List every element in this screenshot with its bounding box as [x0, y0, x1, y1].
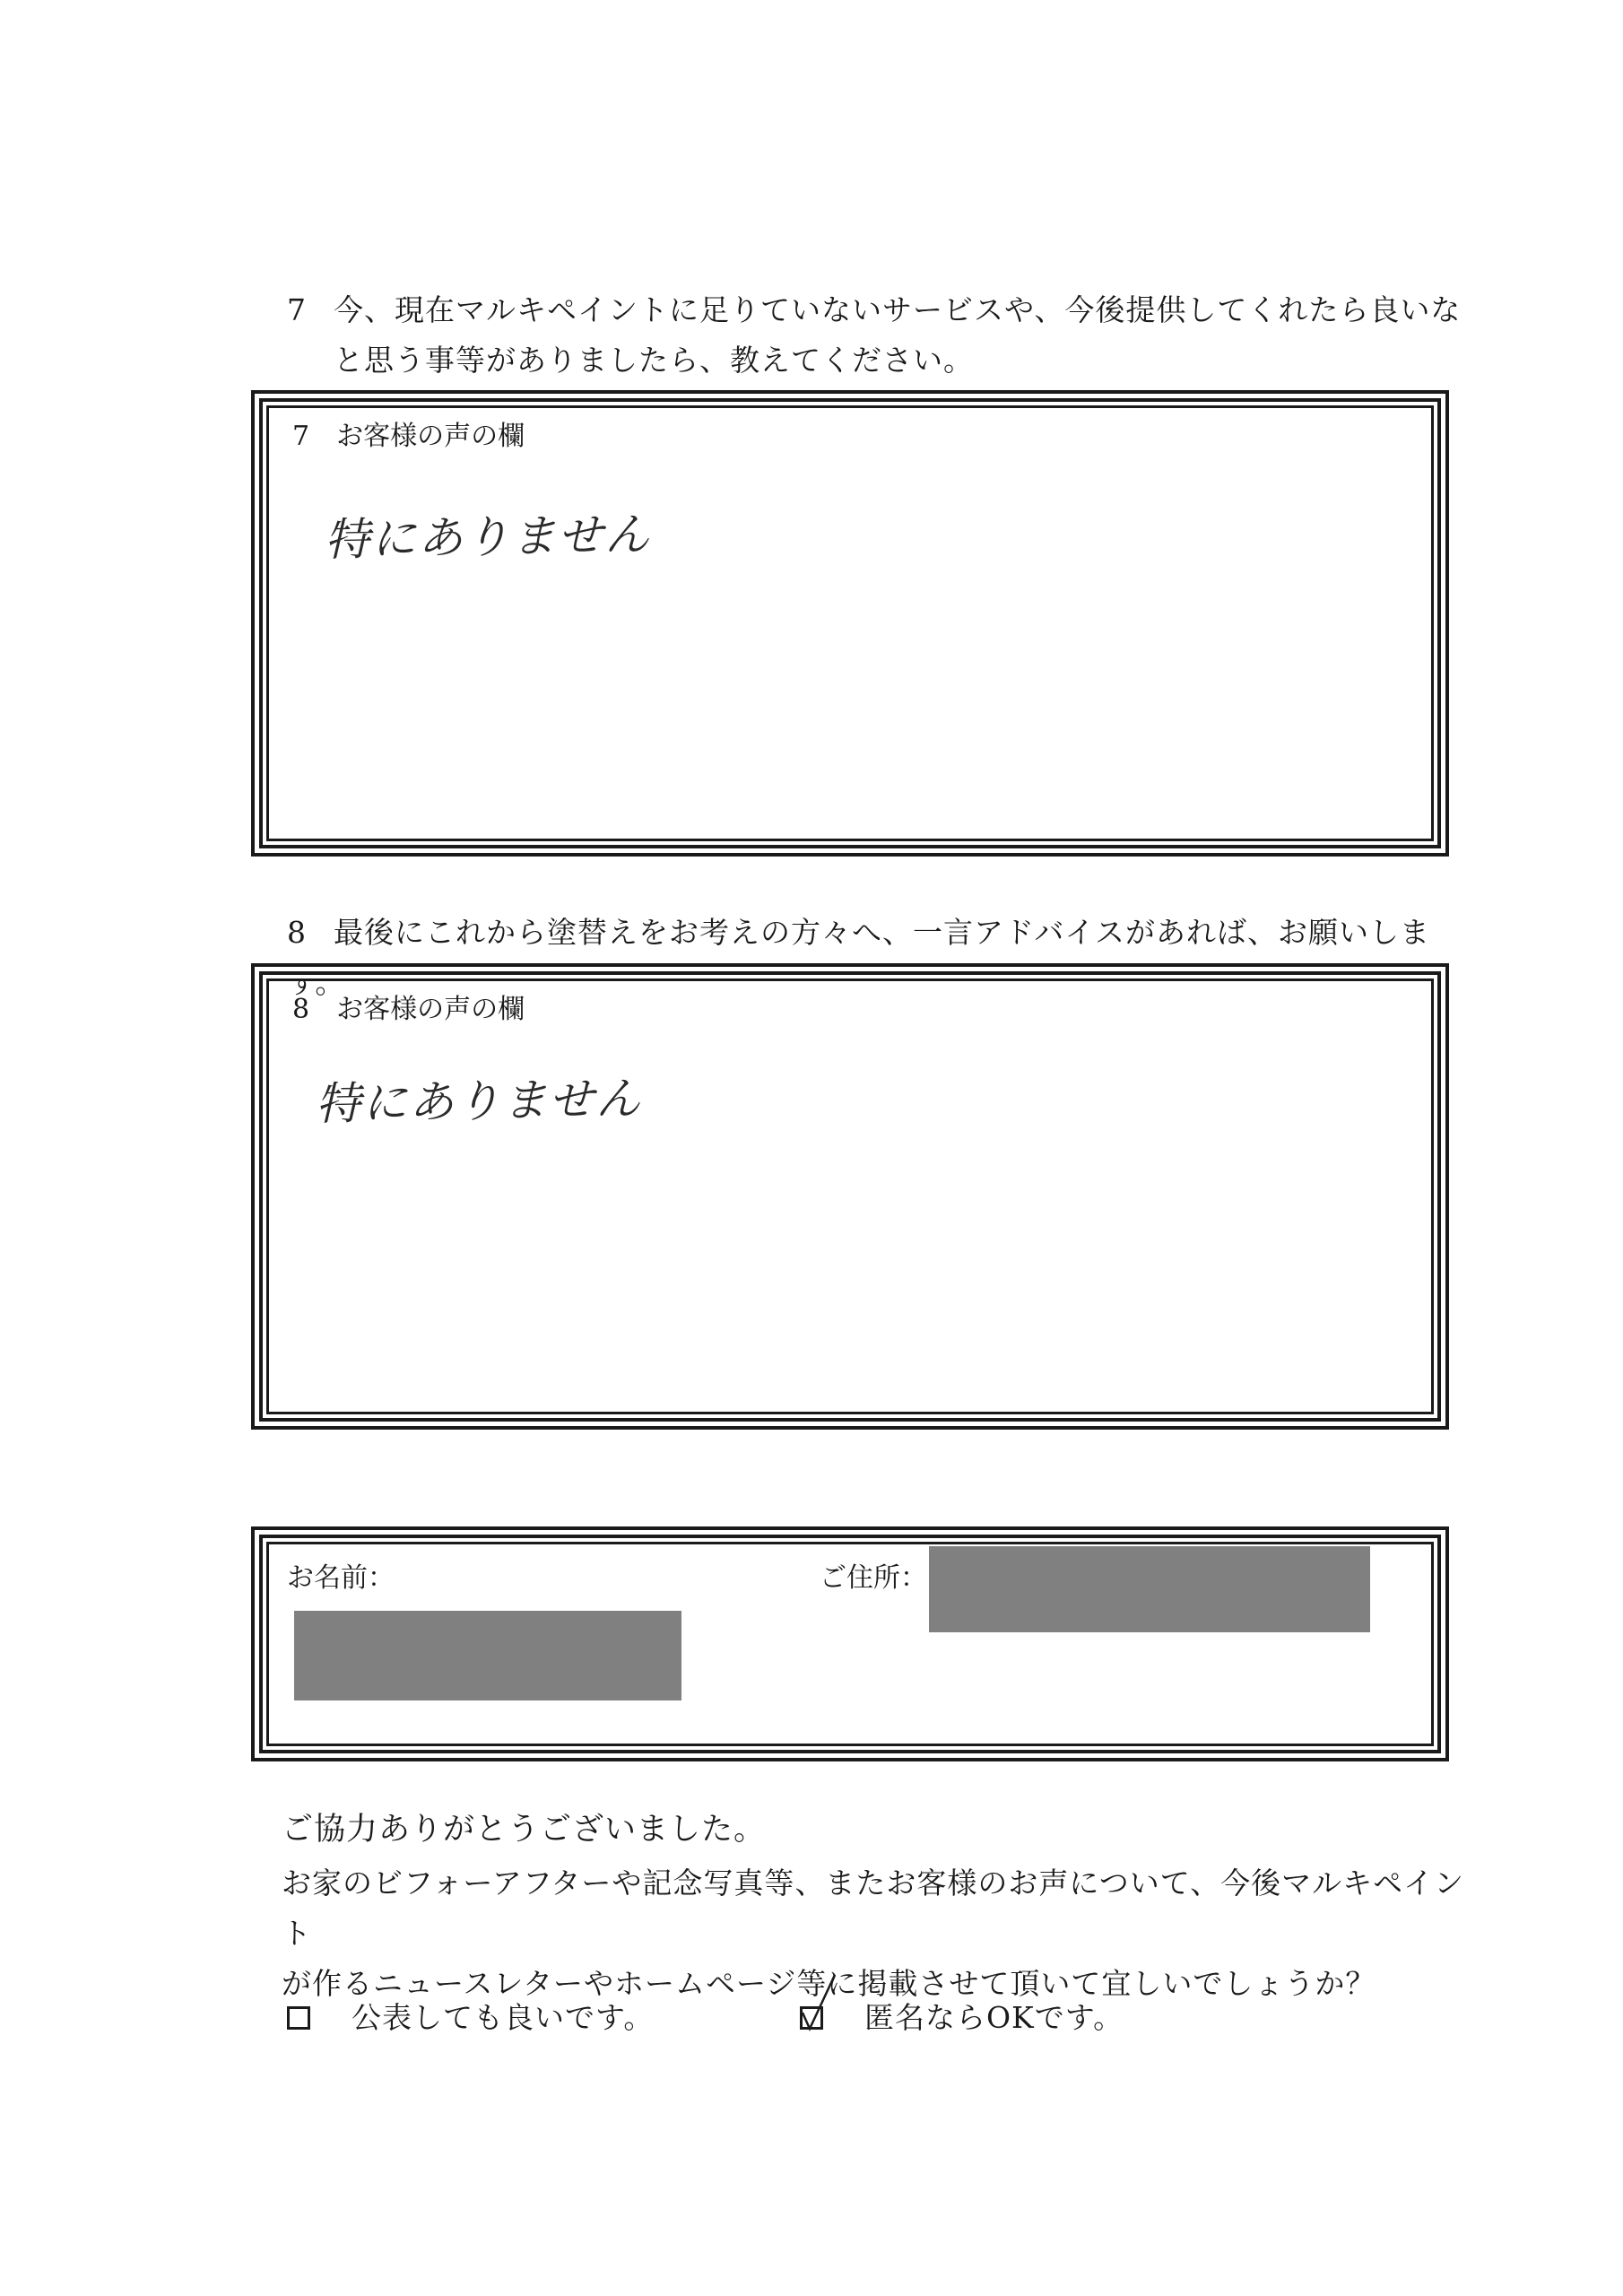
- answer-7-handwriting: 特にありません: [324, 508, 652, 567]
- question-7-line2: と思う事等がありましたら、教えてください。: [334, 343, 974, 378]
- question-7: [287, 285, 1471, 386]
- answer-8-handwriting: 特にありません: [315, 1072, 643, 1131]
- question-7-number: 7: [287, 292, 307, 327]
- answer-box-7: [251, 390, 1449, 857]
- answer-box-7-label: 7 お客様の声の欄: [292, 421, 525, 452]
- thanks-text: ご協力ありがとうございました。: [282, 1812, 767, 1848]
- answer-box-8: [251, 963, 1449, 1430]
- question-7-line1: 7 今、現在マルキペイントに足りていないサービスや、今後提供してくれたら良いな: [287, 285, 1471, 335]
- address-label: ご住所：: [820, 1562, 927, 1594]
- checkmark-icon: [797, 1973, 851, 2036]
- option-anonymous-checkbox[interactable]: [800, 2006, 823, 2030]
- option-anonymous-label: 匿名ならOKです。: [864, 2000, 1124, 2035]
- question-8-text: 最後にこれから塗替えをお考えの方々へ、一言アドバイスがあれば、お願いします。: [287, 915, 1431, 1000]
- name-redaction: [294, 1611, 681, 1700]
- question-8-number: 8: [287, 915, 307, 950]
- name-label: お名前：: [287, 1562, 395, 1594]
- answer-box-8-label: 8 お客様の声の欄: [292, 994, 525, 1025]
- closing-section: [282, 1805, 1465, 2009]
- address-redaction: [929, 1546, 1370, 1632]
- consent-line-2: が作るニュースレターやホームページ等に掲載させて頂いて宜しいでしょうか？: [282, 1966, 1376, 2001]
- option-publish-checkbox[interactable]: [287, 2006, 310, 2030]
- option-publish-label: 公表しても良いです。: [352, 2000, 655, 2035]
- consent-line-1: お家のビフォーアフターや記念写真等、またお客様のお声について、今後マルキペイント: [282, 1866, 1465, 1951]
- contact-box: [251, 1526, 1449, 1761]
